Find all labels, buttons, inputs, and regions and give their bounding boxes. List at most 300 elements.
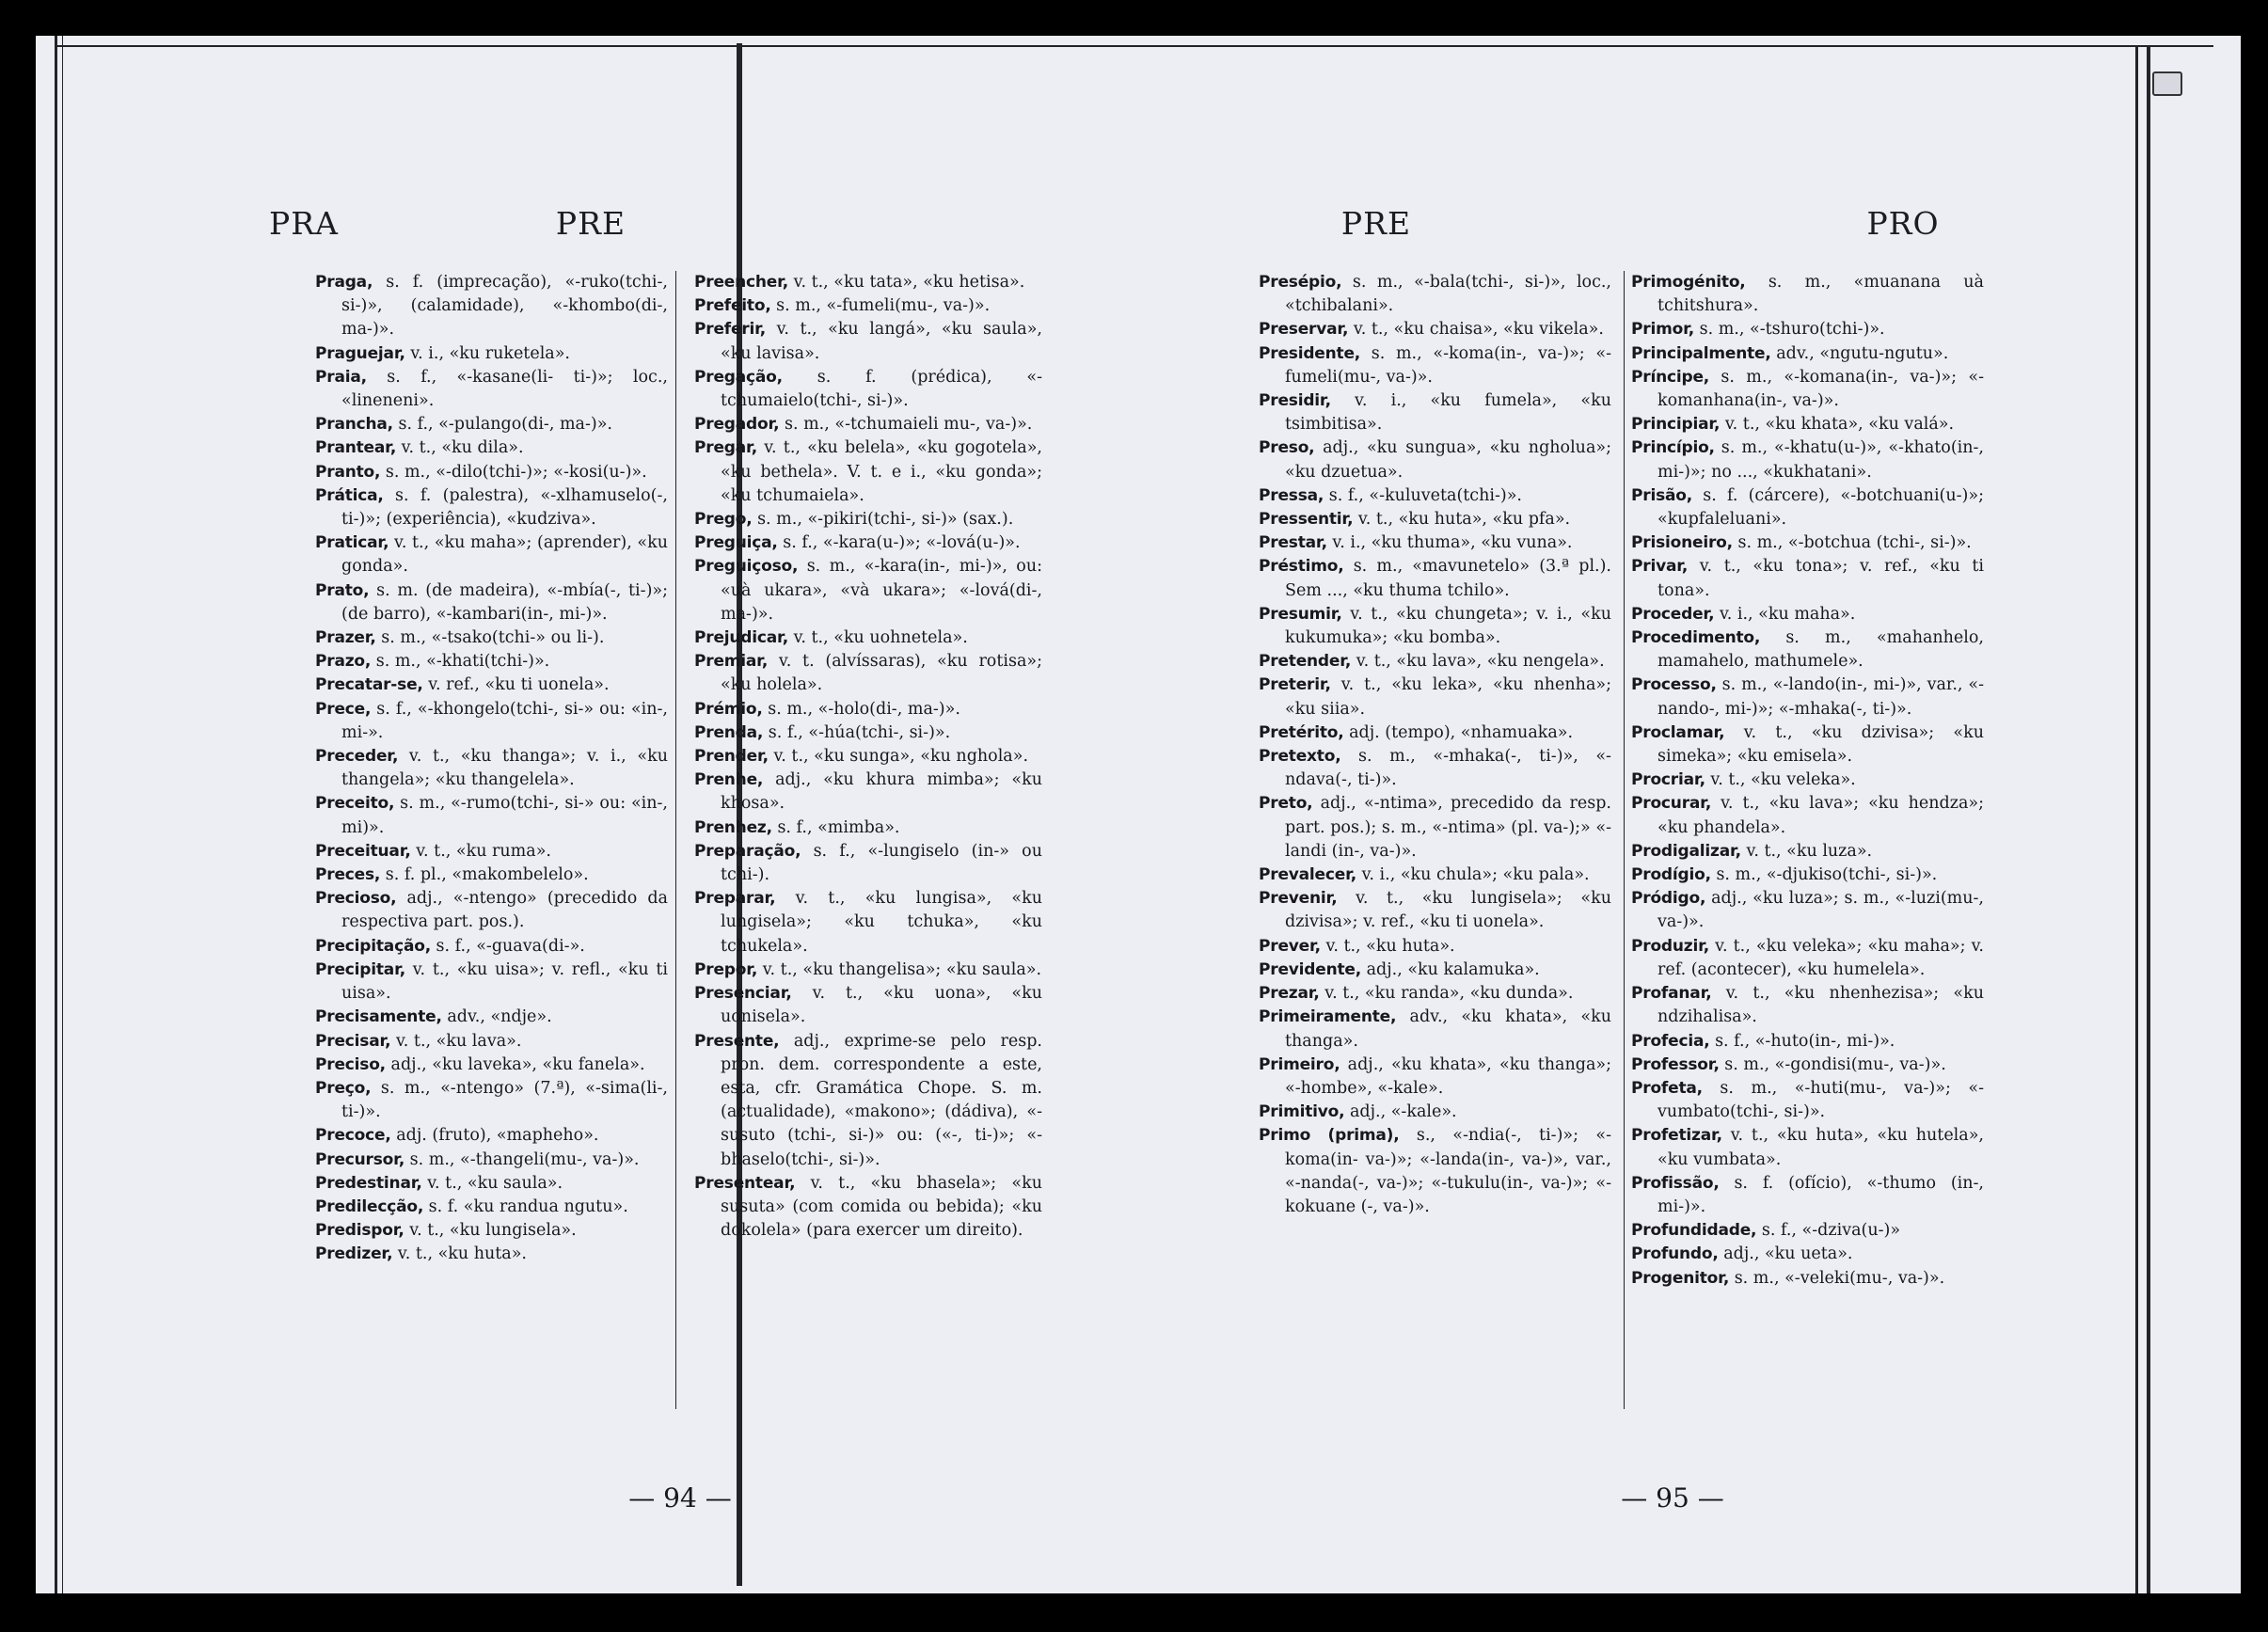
entry-definition: s. m., «-tchumaieli mu-, va-)». xyxy=(784,415,1033,435)
entry-definition: s. m., «-tsako(tchi-» ou li-). xyxy=(381,628,605,648)
entry-headword: Professor, xyxy=(1631,1054,1720,1074)
dictionary-entry xyxy=(1259,792,1611,864)
entry-headword: Preservar, xyxy=(1259,320,1349,340)
entry-definition: v. t., «ku belela», «ku gogotela», «ku bethela». V. t. e i., «ku gonda»; «ku tchumaiela». xyxy=(721,438,1042,505)
entry-definition: v. t., «ku huta», «ku pfa». xyxy=(1357,510,1571,530)
entry-definition: s. f., «-guava(di-». xyxy=(436,936,585,956)
running-head: PRE xyxy=(1340,205,1412,242)
dictionary-entry xyxy=(1259,959,1611,982)
entry-definition: s. m., «-holo(di-, ma-)». xyxy=(768,699,960,719)
entry-headword: Prender, xyxy=(694,747,769,767)
entry-definition: s. f., «-pulango(di-, ma-)». xyxy=(398,415,612,435)
entry-definition: v. t., «ku chungeta»; v. i., «ku kukumuka»; «ku bomba». xyxy=(1285,604,1611,648)
entry-definition: s. f. (cárcere), «-botchuani(u-)»; «kupfaleluani». xyxy=(1657,485,1984,530)
dictionary-entry xyxy=(315,673,668,697)
dictionary-entry xyxy=(1259,673,1611,721)
dictionary-entry xyxy=(1259,484,1611,508)
entry-definition: s. m. (de madeira), «-mbía(-, ti-)»; (de barro), «-kambari(in-, mi-)». xyxy=(341,580,668,624)
dictionary-entry xyxy=(315,650,668,673)
entry-headword: Prodígio, xyxy=(1631,865,1711,885)
entry-definition: s. f. (prédica), «-tchumaielo(tchi-, si-)». xyxy=(721,367,1042,411)
dictionary-entry xyxy=(1631,1243,1984,1266)
entry-definition: s. m., «-komana(in-, va-)»; «-komanhana(in-, va-)». xyxy=(1657,367,1984,411)
entry-headword: Premiar, xyxy=(694,652,769,672)
entry-headword: Preguiçoso, xyxy=(694,557,799,577)
dictionary-entry xyxy=(1259,1054,1611,1101)
entry-definition: v. t., «ku sunga», «ku nghola». xyxy=(773,747,1029,767)
entry-headword: Precisamente, xyxy=(315,1007,442,1027)
dictionary-entry xyxy=(1631,342,1984,366)
dictionary-entry xyxy=(1259,982,1611,1006)
dictionary-entry xyxy=(315,1219,668,1243)
entry-definition: adj. (fruto), «mapheho». xyxy=(396,1126,599,1146)
dictionary-entry xyxy=(315,531,668,578)
entry-headword: Produzir, xyxy=(1631,936,1710,956)
entry-headword: Prevenir, xyxy=(1259,889,1338,909)
dictionary-entry xyxy=(315,413,668,436)
dictionary-entry xyxy=(315,1149,668,1172)
entry-headword: Procurar, xyxy=(1631,794,1712,814)
entry-headword: Praia, xyxy=(315,367,367,387)
entry-headword: Preterir, xyxy=(1259,675,1331,695)
dictionary-entry xyxy=(1631,1172,1984,1219)
dictionary-entry xyxy=(315,342,668,366)
entry-headword: Prisioneiro, xyxy=(1631,533,1733,553)
dictionary-entry xyxy=(1259,1006,1611,1053)
scanned-spread xyxy=(36,36,2241,1593)
dictionary-entry xyxy=(315,1077,668,1124)
entry-definition: v. t., «ku huta». xyxy=(1325,936,1455,956)
entry-definition: v. ref., «ku ti uonela». xyxy=(428,675,610,695)
entry-definition: v. t., «ku uisa»; v. refl., «ku ti uisa». xyxy=(341,959,668,1004)
entry-headword: Principiar, xyxy=(1631,415,1721,435)
entry-definition: v. i., «ku fumela», «ku tsimbitisa». xyxy=(1285,391,1611,435)
dictionary-entry xyxy=(1259,864,1611,887)
entry-definition: v. t., «ku ruma». xyxy=(416,841,551,861)
entry-headword: Previdente, xyxy=(1259,959,1361,979)
entry-definition: v. t., «ku tata», «ku hetisa». xyxy=(793,273,1025,292)
entry-definition: adv., «ndje». xyxy=(447,1007,552,1027)
dictionary-entry xyxy=(1631,1124,1984,1171)
entry-definition: s. f., «-huto(in-, mi-)». xyxy=(1715,1031,1895,1051)
dictionary-entry xyxy=(1631,626,1984,673)
entry-definition: s. m., «-ntengo» (7.ª), «-sima(li-, ti-)». xyxy=(341,1078,668,1122)
entry-definition: s. m., «-botchua (tchi-, si-)». xyxy=(1737,533,1972,553)
entry-headword: Processo, xyxy=(1631,675,1717,695)
entry-definition: s. m., «-kara(in-, mi-)», ou: «uà ukara», «và ukara»; «-lová(di-, ma-)». xyxy=(721,557,1042,624)
page-number: — 94 — xyxy=(628,1482,732,1513)
entry-definition: adj., «ku khata», «ku thanga»; «-hombe», «-kale». xyxy=(1285,1054,1611,1098)
dictionary-entry xyxy=(315,959,668,1006)
column-right-1 xyxy=(1259,271,1611,1219)
dictionary-entry xyxy=(1259,436,1611,483)
entry-definition: s. m., «-mhaka(-, ti-)», «-ndava(-, ti-)». xyxy=(1285,747,1611,790)
dictionary-entry xyxy=(1631,1267,1984,1291)
entry-definition: s. m., «-koma(in-, va-)»; «-fumeli(mu-, va-)». xyxy=(1285,343,1611,387)
entry-headword: Prezar, xyxy=(1259,984,1320,1004)
entry-definition: v. t., «ku thangelisa»; «ku saula». xyxy=(762,959,1042,979)
dictionary-entry xyxy=(315,1243,668,1266)
entry-definition: adv., «ngutu-ngutu». xyxy=(1776,343,1949,363)
dictionary-entry xyxy=(315,484,668,531)
entry-definition: s. m., «-pikiri(tchi-, si-)» (sax.). xyxy=(757,510,1014,530)
dictionary-entry xyxy=(1631,792,1984,839)
dictionary-entry xyxy=(1259,1124,1611,1219)
entry-headword: Primo (prima), xyxy=(1259,1126,1400,1146)
entry-definition: s. f., «-lungiselo (in-» ou tchi-). xyxy=(721,841,1042,885)
entry-headword: Prancha, xyxy=(315,415,393,435)
entry-definition: adj., «-ntima», precedido da resp. part. pos.); s. m., «-ntima» (pl. va-);» «-landi (in-, va-)». xyxy=(1285,794,1611,861)
entry-headword: Prenhe, xyxy=(694,770,764,790)
running-head: PRA xyxy=(269,205,339,242)
entry-definition: v. t. (alvíssaras), «ku rotisa»; «ku holela». xyxy=(721,652,1042,695)
entry-definition: v. t., «ku uona», «ku uonisela». xyxy=(721,984,1042,1027)
entry-headword: Profetizar, xyxy=(1631,1126,1722,1146)
entry-definition: s. f., «-kuluveta(tchi-)». xyxy=(1328,485,1522,505)
entry-headword: Proclamar, xyxy=(1631,722,1725,742)
entry-headword: Presentear, xyxy=(694,1173,796,1193)
dictionary-entry xyxy=(1631,1077,1984,1124)
entry-headword: Préstimo, xyxy=(1259,557,1344,577)
entry-definition: v. t., «ku lava», «ku nengela». xyxy=(1356,652,1605,672)
column-divider xyxy=(675,271,676,1409)
entry-headword: Prepor, xyxy=(694,959,758,979)
entry-definition: adj., exprime-se pelo resp. pron. dem. correspondente a este, esta, cfr. Gramática Chope. S. m. (actualidade), «makono»; (dádiva), «-susuto (tchi-, si-)» ou: («-, ti-)»; «-bhaselo(tchi-, si-)». xyxy=(721,1031,1042,1169)
entry-headword: Predestinar, xyxy=(315,1173,422,1193)
dictionary-entry xyxy=(1259,935,1611,959)
entry-headword: Prenhez, xyxy=(694,817,772,837)
dictionary-entry xyxy=(315,1030,668,1054)
entry-headword: Pranto, xyxy=(315,462,381,482)
entry-definition: s. f., «-húa(tchi-, si-)». xyxy=(768,722,951,742)
entry-definition: s. f. (palestra), «-xlhamuselo(-, ti-)»; (experiência), «kudziva». xyxy=(341,485,668,530)
entry-definition: v. i., «ku maha». xyxy=(1719,604,1856,624)
entry-definition: v. t., «ku maha»; (aprender), «ku gonda». xyxy=(341,533,668,577)
entry-definition: v. t., «ku nhenhezisa»; «ku ndzihalisa». xyxy=(1657,984,1984,1027)
dictionary-entry xyxy=(315,864,668,887)
entry-headword: Praguejar, xyxy=(315,343,405,363)
entry-definition: s. m., «-dilo(tchi-)»; «-kosi(u-)». xyxy=(385,462,647,482)
entry-headword: Prevalecer, xyxy=(1259,865,1357,885)
dictionary-entry xyxy=(1631,721,1984,768)
entry-headword: Privar, xyxy=(1631,557,1689,577)
entry-definition: s. m., «mahanhelo, mamahelo, mathumele». xyxy=(1657,628,1984,672)
entry-definition: s., «-ndia(-, ti-)»; «-koma(in- va-)»; «-landa(in-, va-)», var., «-nanda(-, va-)»; «-tukulu(in-, va-)»; «-kokuane (-, va-)». xyxy=(1285,1126,1611,1216)
dictionary-entry xyxy=(1259,745,1611,792)
entry-headword: Procriar, xyxy=(1631,770,1705,790)
page-number: — 95 — xyxy=(1621,1482,1724,1513)
entry-headword: Pregar, xyxy=(694,438,757,458)
entry-definition: s. f., «-kara(u-)»; «-lová(u-)». xyxy=(783,533,1021,553)
entry-headword: Progenitor, xyxy=(1631,1268,1730,1288)
dictionary-entry xyxy=(315,840,668,864)
dictionary-entry xyxy=(1631,555,1984,602)
entry-headword: Profecia, xyxy=(1631,1031,1710,1051)
entry-definition: v. t., «ku luza». xyxy=(1746,841,1873,861)
entry-headword: Praga, xyxy=(315,273,373,292)
entry-headword: Preceito, xyxy=(315,794,395,814)
entry-definition: adj., «-ntengo» (precedido da respectiva part. pos.). xyxy=(341,889,668,932)
entry-headword: Prato, xyxy=(315,580,370,600)
entry-headword: Preferir, xyxy=(694,320,767,340)
dictionary-entry xyxy=(1631,531,1984,555)
dictionary-entry xyxy=(1631,982,1984,1029)
entry-definition: v. t., «ku langá», «ku saula», «ku lavisa». xyxy=(721,320,1042,363)
entry-headword: Pretender, xyxy=(1259,652,1352,672)
entry-definition: s. m., «-rumo(tchi-, si-» ou: «in-, mi)». xyxy=(341,794,668,837)
entry-definition: v. t., «ku tona»; v. ref., «ku ti tona». xyxy=(1657,557,1984,600)
entry-headword: Presumir, xyxy=(1259,604,1342,624)
dictionary-entry xyxy=(315,461,668,484)
dictionary-entry xyxy=(1259,555,1611,602)
entry-definition: v. t., «ku veleka»; «ku maha»; v. ref. (acontecer), «ku humelela». xyxy=(1657,936,1984,979)
entry-headword: Pregador, xyxy=(694,415,780,435)
entry-headword: Primogénito, xyxy=(1631,273,1746,292)
entry-definition: s. m., «-gondisi(mu-, va-)». xyxy=(1724,1054,1946,1074)
entry-headword: Prodigalizar, xyxy=(1631,841,1741,861)
entry-headword: Primor, xyxy=(1631,320,1695,340)
dictionary-entry xyxy=(1259,1101,1611,1124)
entry-definition: adj., «ku kalamuka». xyxy=(1366,959,1540,979)
entry-definition: v. t., «ku lava»; «ku hendza»; «ku phandela». xyxy=(1657,794,1984,837)
dictionary-entry xyxy=(315,1172,668,1196)
entry-definition: s. f., «-khongelo(tchi-, si-» ou: «in-, mi-». xyxy=(341,699,668,742)
entry-headword: Preencher, xyxy=(694,273,789,292)
entry-definition: s. m., «-fumeli(mu-, va-)». xyxy=(776,296,991,316)
dictionary-entry xyxy=(1631,887,1984,934)
entry-definition: v. t., «ku randa», «ku dunda». xyxy=(1324,984,1574,1004)
dictionary-entry xyxy=(315,887,668,934)
entry-definition: v. t., «ku leka», «ku nhenha»; «ku siia». xyxy=(1285,675,1611,719)
entry-headword: Presidente, xyxy=(1259,343,1361,363)
entry-headword: Preto, xyxy=(1259,794,1313,814)
entry-headword: Profundidade, xyxy=(1631,1221,1757,1241)
dictionary-entry xyxy=(1631,603,1984,626)
entry-headword: Preparar, xyxy=(694,889,776,909)
dictionary-entry xyxy=(315,1054,668,1077)
dictionary-entry xyxy=(315,366,668,413)
entry-definition: v. t., «ku huta». xyxy=(397,1244,527,1264)
entry-definition: s. m., «-tshuro(tchi-)». xyxy=(1699,320,1885,340)
dictionary-entry xyxy=(315,1196,668,1219)
entry-headword: Precursor, xyxy=(315,1149,405,1169)
entry-headword: Preceituar, xyxy=(315,841,411,861)
entry-headword: Pregação, xyxy=(694,367,783,387)
entry-definition: adj., «ku ueta». xyxy=(1723,1244,1853,1264)
dictionary-entry xyxy=(1631,436,1984,483)
entry-headword: Preciso, xyxy=(315,1054,386,1074)
entry-definition: s. f. pl., «makombelelo». xyxy=(385,865,589,885)
entry-headword: Proceder, xyxy=(1631,604,1715,624)
dictionary-entry xyxy=(1259,531,1611,555)
entry-definition: s. m., «-huti(mu-, va-)»; «-vumbato(tchi-, si-)». xyxy=(1657,1078,1984,1122)
entry-definition: v. t., «ku lungisela». xyxy=(409,1221,577,1241)
entry-headword: Precisar, xyxy=(315,1031,391,1051)
entry-headword: Profanar, xyxy=(1631,984,1712,1004)
entry-headword: Pródigo, xyxy=(1631,889,1706,909)
dictionary-entry xyxy=(1259,721,1611,745)
entry-headword: Pretexto, xyxy=(1259,747,1341,767)
entry-definition: s. f. «ku randua ngutu». xyxy=(428,1196,628,1216)
entry-headword: Princípio, xyxy=(1631,438,1715,458)
entry-definition: s. f., «-dziva(u-)» xyxy=(1761,1221,1901,1241)
entry-headword: Preces, xyxy=(315,865,381,885)
dictionary-entry xyxy=(315,792,668,839)
entry-headword: Preguiça, xyxy=(694,533,778,553)
entry-headword: Precatar-se, xyxy=(315,675,423,695)
entry-definition: s. m., «-djukiso(tchi-, si-)». xyxy=(1716,865,1938,885)
dictionary-entry xyxy=(1259,508,1611,531)
entry-headword: Prémio, xyxy=(694,699,763,719)
entry-definition: v. t., «ku dila». xyxy=(401,438,524,458)
entry-definition: s. m., «muanana uà tchitshura». xyxy=(1657,273,1984,316)
entry-headword: Profundo, xyxy=(1631,1244,1719,1264)
entry-headword: Predispor, xyxy=(315,1221,404,1241)
entry-definition: v. t., «ku uohnetela». xyxy=(793,628,968,648)
entry-headword: Predilecção, xyxy=(315,1196,424,1216)
entry-definition: s. m., «-khati(tchi-)». xyxy=(375,652,550,672)
entry-definition: v. t., «ku lungisela»; «ku dzivisa»; v. ref., «ku ti uonela». xyxy=(1285,889,1611,932)
dictionary-entry xyxy=(315,935,668,959)
dictionary-entry xyxy=(1631,1054,1984,1077)
column-divider xyxy=(1624,271,1625,1409)
dictionary-entry xyxy=(1259,342,1611,389)
entry-headword: Prego, xyxy=(694,510,753,530)
entry-headword: Precoce, xyxy=(315,1126,391,1146)
entry-headword: Precipitar, xyxy=(315,959,406,979)
column-left-1 xyxy=(315,271,668,1267)
entry-headword: Preso, xyxy=(1259,438,1315,458)
entry-definition: v. i., «ku ruketela». xyxy=(410,343,570,363)
entry-headword: Prejudicar, xyxy=(694,628,788,648)
entry-headword: Precioso, xyxy=(315,889,397,909)
entry-headword: Profeta, xyxy=(1631,1078,1703,1098)
dictionary-entry xyxy=(1259,271,1611,318)
entry-definition: v. t., «ku veleka». xyxy=(1710,770,1856,790)
entry-definition: adj., «ku luza»; s. m., «-luzi(mu-, va-)». xyxy=(1657,889,1984,932)
entry-definition: v. t., «ku chaisa», «ku vikela». xyxy=(1353,320,1604,340)
dictionary-entry xyxy=(1259,887,1611,934)
entry-headword: Procedimento, xyxy=(1631,628,1761,648)
dictionary-entry xyxy=(315,1124,668,1148)
entry-definition: v. t., «ku lungisa», «ku lungisela»; «ku tchuka», «ku tchukela». xyxy=(721,889,1042,956)
entry-headword: Presidir, xyxy=(1259,391,1331,411)
dictionary-entry xyxy=(1631,1219,1984,1243)
entry-definition: s. f., «mimba». xyxy=(777,817,900,837)
dictionary-entry xyxy=(315,1006,668,1029)
entry-definition: adj., «-kale». xyxy=(1349,1102,1457,1122)
entry-headword: Prática, xyxy=(315,485,384,505)
page-corner-icon xyxy=(2152,71,2182,96)
dictionary-entry xyxy=(315,745,668,792)
dictionary-entry xyxy=(1631,935,1984,982)
entry-headword: Prever, xyxy=(1259,936,1321,956)
entry-definition: v. t., «ku khata», «ku valá». xyxy=(1724,415,1955,435)
dictionary-entry xyxy=(315,579,668,626)
entry-headword: Predizer, xyxy=(315,1244,393,1264)
entry-headword: Preço, xyxy=(315,1078,372,1098)
dictionary-entry xyxy=(1259,603,1611,650)
entry-definition: adj., «ku khura mimba»; «ku khosa». xyxy=(721,770,1042,814)
entry-definition: s. m., «-khatu(u-)», «-khato(in-, mi-)»; no ..., «kukhatani». xyxy=(1657,438,1984,482)
running-head: PRO xyxy=(1866,205,1940,242)
entry-headword: Pressa, xyxy=(1259,485,1324,505)
entry-definition: adj., «ku laveka», «ku fanela». xyxy=(390,1054,645,1074)
dictionary-entry xyxy=(1631,864,1984,887)
entry-definition: adj. (tempo), «nhamuaka». xyxy=(1349,722,1574,742)
entry-definition: v. i., «ku thuma», «ku vuna». xyxy=(1332,533,1573,553)
dictionary-entry xyxy=(315,626,668,650)
entry-definition: v. t., «ku saula». xyxy=(427,1173,563,1193)
entry-headword: Prefeito, xyxy=(694,296,771,316)
entry-definition: s. f. (ofício), «-thumo (in-, mi-)». xyxy=(1657,1173,1984,1216)
entry-definition: s. m., «-bala(tchi-, si-)», loc., «tchibalani». xyxy=(1285,273,1611,316)
entry-headword: Prestar, xyxy=(1259,533,1327,553)
dictionary-entry xyxy=(315,436,668,460)
entry-headword: Preceder, xyxy=(315,747,399,767)
entry-definition: s. m., «-lando(in-, mi-)», var., «-nando-, mi-)»; «-mhaka(-, ti-)». xyxy=(1657,675,1984,719)
entry-definition: adv., «ku khata», «ku thanga». xyxy=(1285,1007,1611,1051)
entry-definition: v. t., «ku lava». xyxy=(396,1031,522,1051)
entry-headword: Prenda, xyxy=(694,722,764,742)
entry-definition: s. m., «-veleki(mu-, va-)». xyxy=(1734,1268,1945,1288)
entry-headword: Prazer, xyxy=(315,628,376,648)
entry-headword: Presenciar, xyxy=(694,984,792,1004)
entry-definition: s. f., «-kasane(li- ti-)»; loc., «lineneni». xyxy=(341,367,668,411)
entry-headword: Preparação, xyxy=(694,841,801,861)
dictionary-entry xyxy=(1631,673,1984,721)
entry-headword: Principalmente, xyxy=(1631,343,1771,363)
entry-headword: Pressentir, xyxy=(1259,510,1354,530)
dictionary-entry xyxy=(1631,413,1984,436)
entry-definition: v. t., «ku huta», «ku hutela», «ku vumbata». xyxy=(1657,1126,1984,1169)
entry-definition: v. t., «ku thanga»; v. i., «ku thangela»; «ku thangelela». xyxy=(341,747,668,790)
entry-definition: v. t., «ku bhasela»; «ku susuta» (com comida ou bebida); «ku dokolela» (para exercer um direito). xyxy=(721,1173,1042,1241)
entry-headword: Precipitação, xyxy=(315,936,431,956)
dictionary-entry xyxy=(1259,389,1611,436)
dictionary-entry xyxy=(1631,840,1984,864)
entry-headword: Primitivo, xyxy=(1259,1102,1345,1122)
entry-headword: Prazo, xyxy=(315,652,372,672)
dictionary-entry xyxy=(1631,484,1984,531)
entry-headword: Praticar, xyxy=(315,533,389,553)
left-page xyxy=(36,36,737,1593)
dictionary-entry xyxy=(1259,650,1611,673)
entry-headword: Primeiramente, xyxy=(1259,1007,1397,1027)
column-right-2 xyxy=(1631,271,1984,1291)
entry-headword: Príncipe, xyxy=(1631,367,1710,387)
entry-headword: Prisão, xyxy=(1631,485,1692,505)
dictionary-entry xyxy=(1631,768,1984,792)
entry-headword: Primeiro, xyxy=(1259,1054,1340,1074)
dictionary-entry xyxy=(1631,318,1984,341)
entry-headword: Presépio, xyxy=(1259,273,1342,292)
dictionary-entry xyxy=(1631,271,1984,318)
entry-headword: Profissão, xyxy=(1631,1173,1720,1193)
entry-definition: s. m., «-thangeli(mu-, va-)». xyxy=(409,1149,640,1169)
entry-headword: Pretérito, xyxy=(1259,722,1344,742)
dictionary-entry xyxy=(315,271,668,342)
entry-definition: v. i., «ku chula»; «ku pala». xyxy=(1361,865,1590,885)
entry-headword: Prantear, xyxy=(315,438,397,458)
entry-definition: v. t., «ku dzivisa»; «ku simeka»; «ku emisela». xyxy=(1657,722,1984,767)
dictionary-entry xyxy=(1631,366,1984,413)
dictionary-entry xyxy=(315,698,668,745)
dictionary-entry xyxy=(1259,318,1611,341)
dictionary-entry xyxy=(1631,1030,1984,1054)
entry-headword: Presente, xyxy=(694,1031,780,1051)
entry-definition: s. f. (imprecação), «-ruko(tchi-, si-)», (calamidade), «-khombo(di-, ma-)». xyxy=(341,273,668,340)
